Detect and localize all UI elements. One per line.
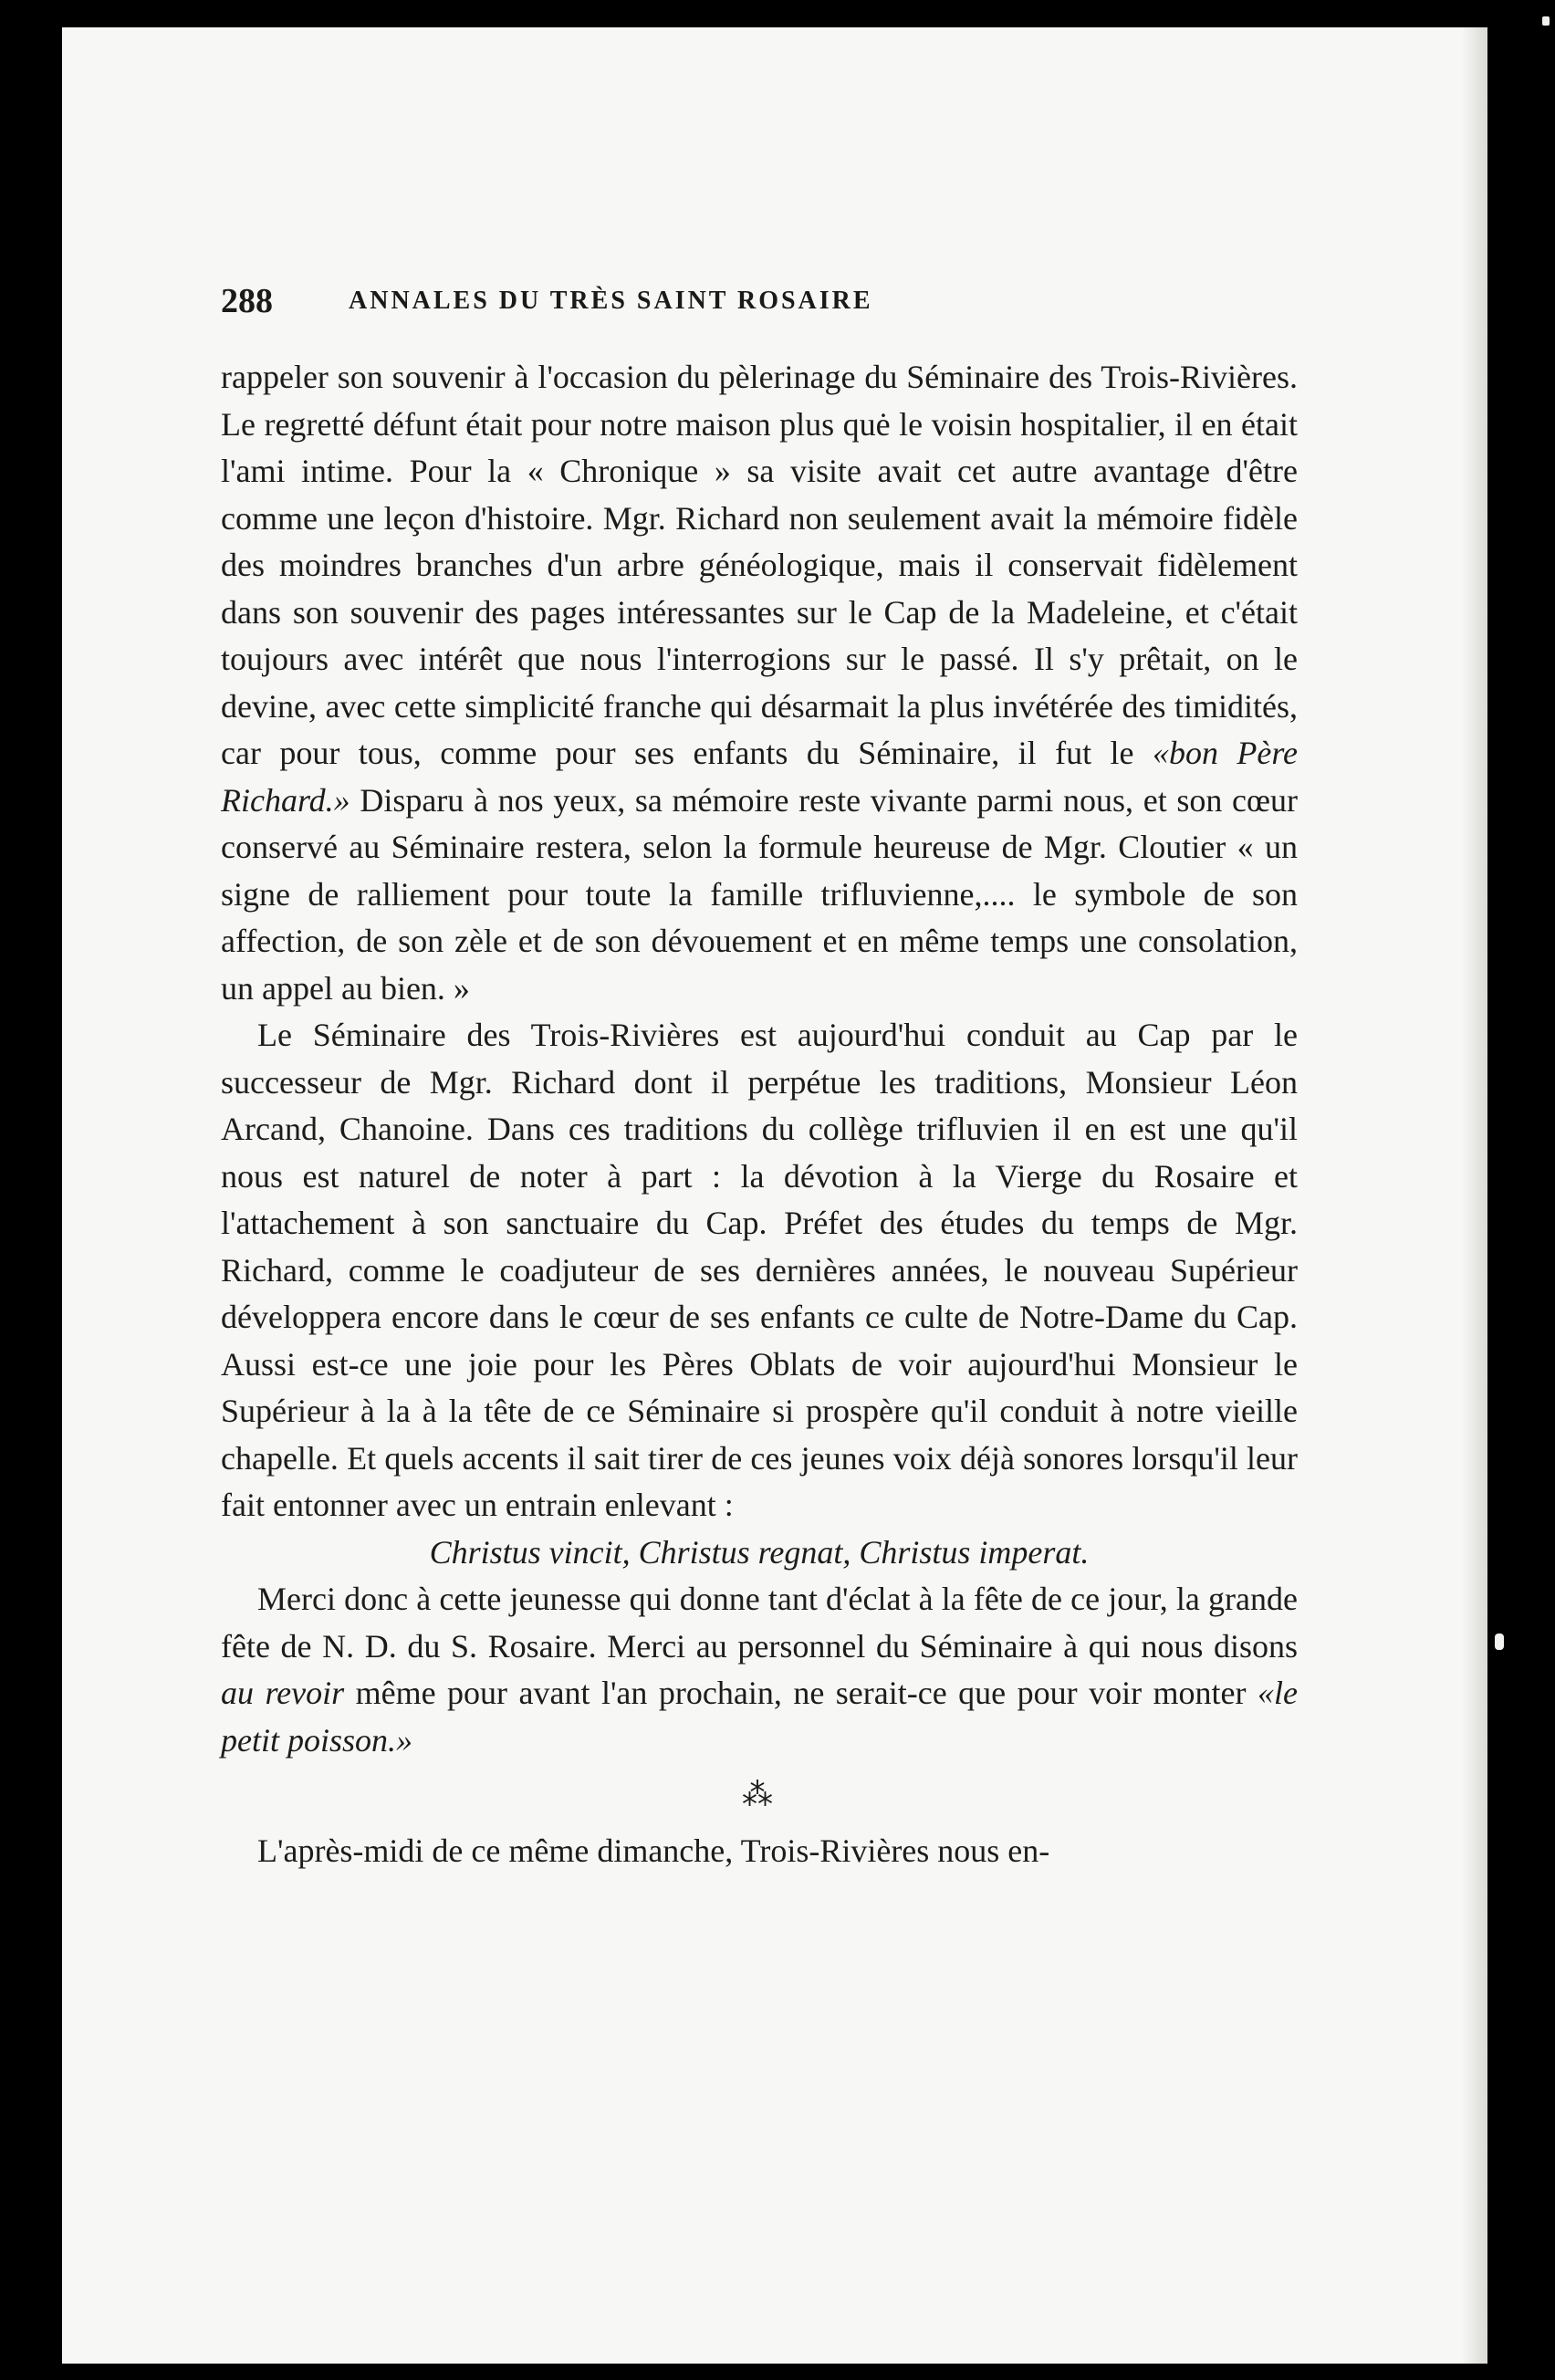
paragraph-1 <box>221 354 1298 1012</box>
paragraph-3-text-a: Merci donc à cette jeunesse qui donne tant d'éclat à la fête de ce jour, la grande fête de N. D. du S. Rosaire. Merci au personnel du Séminaire à qui nous disons <box>221 1581 1298 1665</box>
paragraph-2: Le Séminaire des Trois-Rivières est aujourd'hui conduit au Cap par le successeur de Mgr. Richard dont il perpétue les traditions, Monsieur Léon Arcand, Chanoine. Dans ces traditions du collège trifluvien il en est une qu'il nous est naturel de noter à part : la dévotion à la Vierge du Rosaire et l'attachement à son sanctuaire du Cap. Préfet des études du temps de Mgr. Richard, comme le coadjuteur de ses dernières années, le nouveau Supérieur développera encore dans le cœur de ses enfants ce culte de Notre-Dame du Cap. Aussi est-ce une joie pour les Pères Oblats de voir aujourd'hui Monsieur le Supérieur à la à la tête de ce Séminaire si prospère qu'il conduit à notre vieille chapelle. Et quels accents il sait tirer de ces jeunes voix déjà sonores lorsqu'il leur fait entonner avec un entrain enlevant : <box>221 1017 1298 1523</box>
motto-line: Christus vincit, Christus regnat, Christus imperat. <box>429 1533 1090 1571</box>
body-text <box>221 354 1298 1875</box>
paragraph-4: L'après-midi de ce même dimanche, Trois-Rivières nous en- <box>257 1832 1050 1869</box>
paragraph-1-italic: «bon Père Richard.» <box>221 735 1299 819</box>
paragraph-3-italic-2: «le petit poisson.» <box>221 1675 1298 1759</box>
page-number: 288 <box>221 282 273 320</box>
asterism-divider: ⁂ <box>742 1779 777 1812</box>
running-title: ANNALES DU TRÈS SAINT ROSAIRE <box>349 287 873 315</box>
page-header <box>221 281 1115 327</box>
scan-artifact <box>1542 16 1550 26</box>
scan-artifact <box>1495 1634 1504 1650</box>
paragraph-3-italic-1: au revoir <box>221 1675 345 1711</box>
paragraph-1-text-a: rappeler son souvenir à l'occasion du pèlerinage du Séminaire des Trois-Rivières. Le regretté défunt était pour notre maison plus quė le voisin hospitalier, il en était l'ami intime. Pour la « Chronique » sa visite avait cet autre avantage d'être comme une leçon d'histoire. Mgr. Richard non seulement avait la mémoire fidèle des moindres branches d'un arbre généologique, mais il conservait fidèlement dans son souvenir des pages intéressantes sur le Cap de la Madeleine, et c'était toujours avec intérêt que nous l'interrogions sur le passé. Il s'y prêtait, on le devine, avec cette simplicité franche qui désarmait la plus invétérée des timidités, car pour tous, comme pour ses enfants du Séminaire, il fut le <box>221 359 1298 771</box>
paragraph-3 <box>221 1576 1298 1764</box>
page-edge-shadow <box>1462 27 1487 2364</box>
paragraph-3-text-b: même pour avant l'an prochain, ne serait-ce que pour voir monter <box>344 1675 1258 1711</box>
paragraph-1-text-b: Disparu à nos yeux, sa mémoire reste vivante parmi nous, et son cœur conservé au Séminaire restera, selon la formule heureuse de Mgr. Cloutier « un signe de ralliement pour toute la famille trifluvienne,.... le symbole de son affection, de son zèle et de son dévouement et en même temps une consolation, un appel au bien. » <box>221 781 1298 1007</box>
